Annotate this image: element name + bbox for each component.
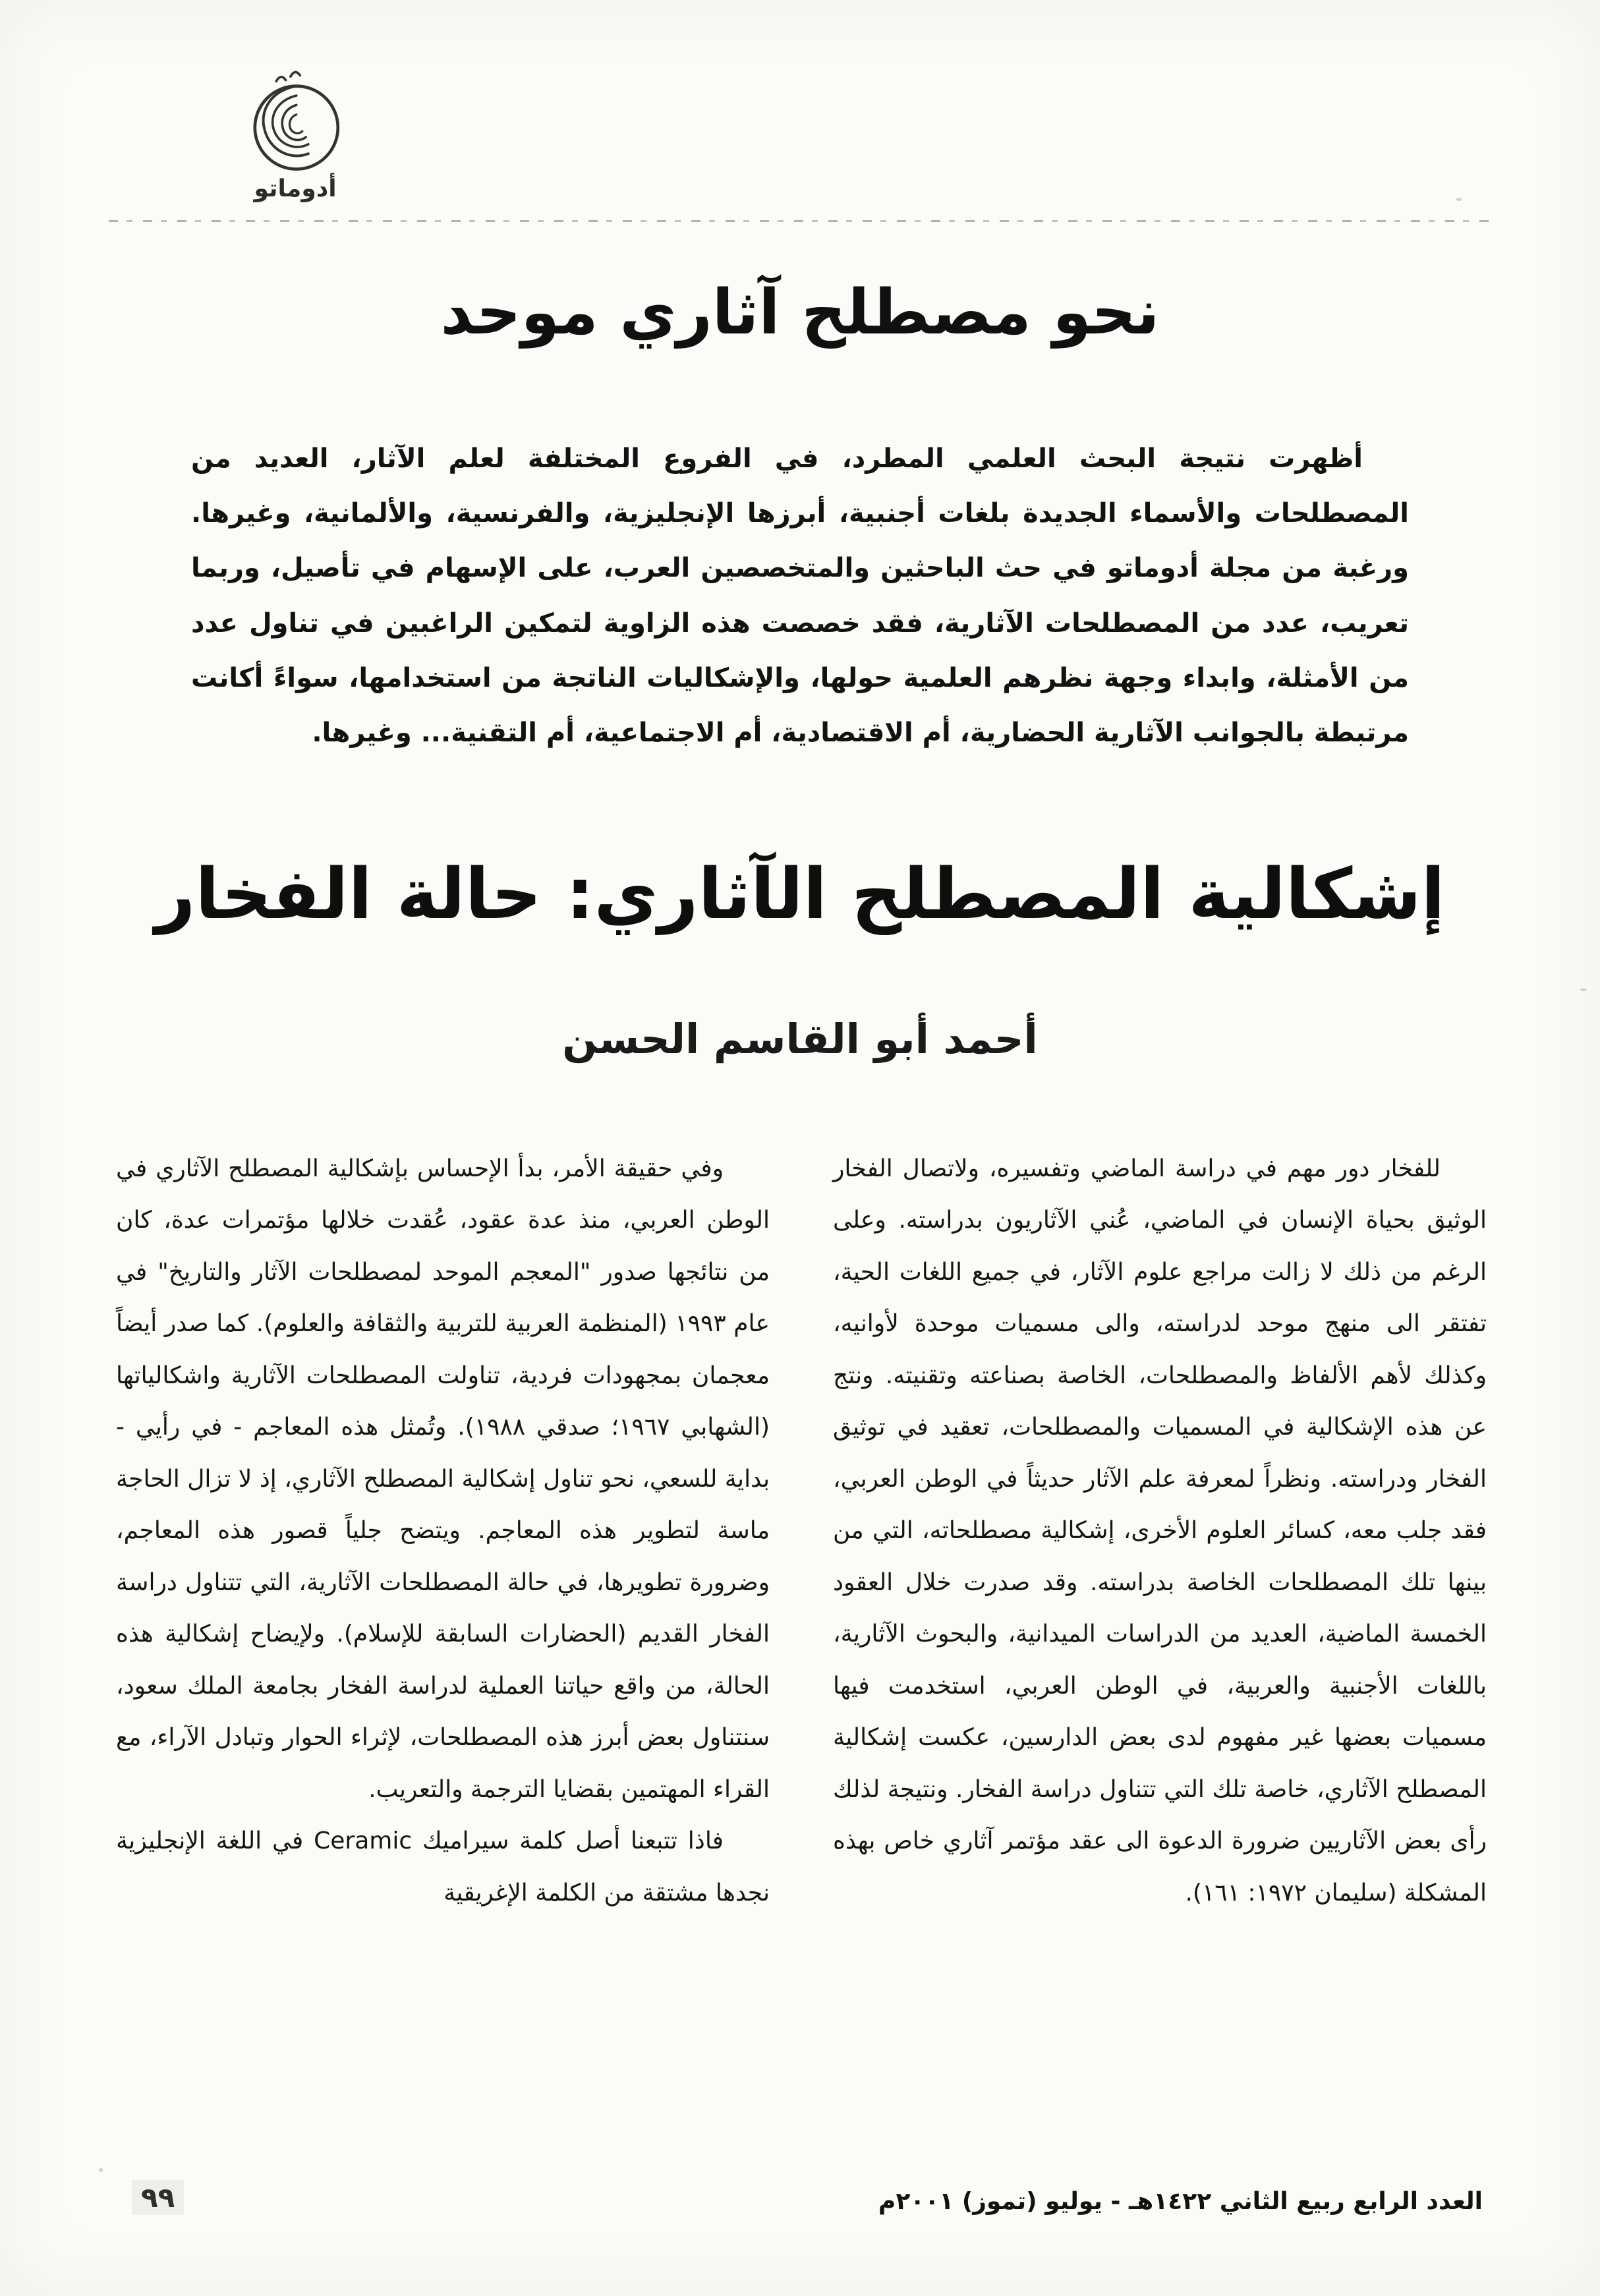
intro-paragraph: أظهرت نتيجة البحث العلمي المطرد، في الفروع المختلفة لعلم الآثار، العديد من المصطلحات والأسماء الجديدة بلغات أجنبية، أبرزها الإنجليزية، والفرنسية، والألمانية، وغيرها. ورغبة من مجلة أدوماتو في حث الباحثين والمتخصصين العرب، على الإسهام في تأصيل، وربما تعريب، عدد من المصطلحات الآثارية، فقد خصصت هذه الزاوية لتمكين الراغبين في تناول عدد من الأمثلة، وابداء وجهة نظرهم العلمية حولها، والإشكاليات الناتجة من استخدامها، سواءً أكانت مرتبطة بالجوانب الآثارية الحضارية، أم الاقتصادية، أم الاجتماعية، أم التقنية... وغيرها.	[191, 444, 1409, 748]
scan-speck	[99, 2168, 103, 2172]
page-number: ٩٩	[132, 2180, 184, 2215]
article-body	[116, 1143, 1487, 1919]
dotted-divider	[109, 220, 1491, 222]
paragraph-right-1: للفخار دور مهم في دراسة الماضي وتفسيره، ولاتصال الفخار الوثيق بحياة الإنسان في الماضي، عُني الآثاريون بدراسته. وعلى الرغم من ذلك لا زالت مراجع علوم الآثار، في جميع اللغات الحية، تفتقر الى منهج موحد لدراسته، والى مسميات موحدة لأوانيه، وكذلك لأهم الألفاظ والمصطلحات، الخاصة بصناعته وتقنيته. ونتج عن هذه الإشكالية في المسميات والمصطلحات، تعقيد في توثيق الفخار ودراسته. ونظراً لمعرفة علم الآثار حديثاً في الوطن العربي، فقد جلب معه، كسائر العلوم الأخرى، إشكالية مصطلحاته، التي من بينها تلك المصطلحات الخاصة بدراسته. وقد صدرت خلال العقود الخمسة الماضية، العديد من الدراسات الميدانية، والبحوث الآثارية، باللغات الأجنبية والعربية، في الوطن العربي، استخدمت فيها مسميات بعضها غير مفهوم لدى بعض الدارسين، عكست إشكالية المصطلح الآثاري، خاصة تلك التي تتناول دراسة الفخار. ونتيجة لذلك رأى بعض الآثاريين ضرورة الدعوة الى عقد مؤتمر آثاري خاص بهذه المشكلة (سليمان ١٩٧٢: ١٦١).	[833, 1155, 1487, 1907]
column-right	[833, 1143, 1487, 1919]
paragraph-left-1: وفي حقيقة الأمر، بدأ الإحساس بإشكالية المصطلح الآثاري في الوطن العربي، منذ عدة عقود، عُقدت خلالها مؤتمرات عدة، كان من نتائجها صدور "المعجم الموحد لمصطلحات الآثار والتاريخ" في عام ١٩٩٣ (المنظمة العربية للتربية والثقافة والعلوم). كما صدر أيضاً معجمان بمجهودات فردية، تناولت المصطلحات الآثارية واشكالياتها (الشهابي ١٩٦٧؛ صدقي ١٩٨٨). وتُمثل هذه المعاجم - في رأيي - بداية للسعي، نحو تناول إشكالية المصطلح الآثاري، إذ لا تزال الحاجة ماسة لتطوير هذه المعاجم. ويتضح جلياً قصور هذه المعاجم، وضرورة تطويرها، في حالة المصطلحات الآثارية، التي تتناول دراسة الفخار القديم (الحضارات السابقة للإسلام). ولإيضاح إشكالية هذه الحالة، من واقع حياتنا العملية لدراسة الفخار بجامعة الملك سعود، سنتناول بعض أبرز هذه المصطلحات، لإثراء الحوار وتبادل الآراء، مع القراء المهتمين بقضايا الترجمة والتعريب.	[116, 1155, 770, 1803]
scan-speck	[1580, 989, 1587, 991]
author-name: أحمد أبو القاسم الحسن	[562, 1015, 1038, 1063]
journal-name: أدوماتو	[254, 175, 337, 202]
column-left	[116, 1143, 770, 1919]
scan-speck	[1456, 198, 1462, 201]
petroglyph-circle-icon	[223, 66, 368, 185]
adumatu-logo	[223, 66, 368, 202]
issue-line: العدد الرابع ربيع الثاني ١٤٢٢هـ - يوليو (تموز) ٢٠٠١م	[878, 2188, 1483, 2215]
article-title: إشكالية المصطلح الآثاري: حالة الفخار	[155, 853, 1445, 934]
paragraph-left-2: فاذا تتبعنا أصل كلمة سيراميك Ceramic في اللغة الإنجليزية نجدها مشتقة من الكلمة الإغريقية	[116, 1827, 770, 1907]
section-title: نحو مصطلح آثاري موحد	[440, 277, 1160, 349]
